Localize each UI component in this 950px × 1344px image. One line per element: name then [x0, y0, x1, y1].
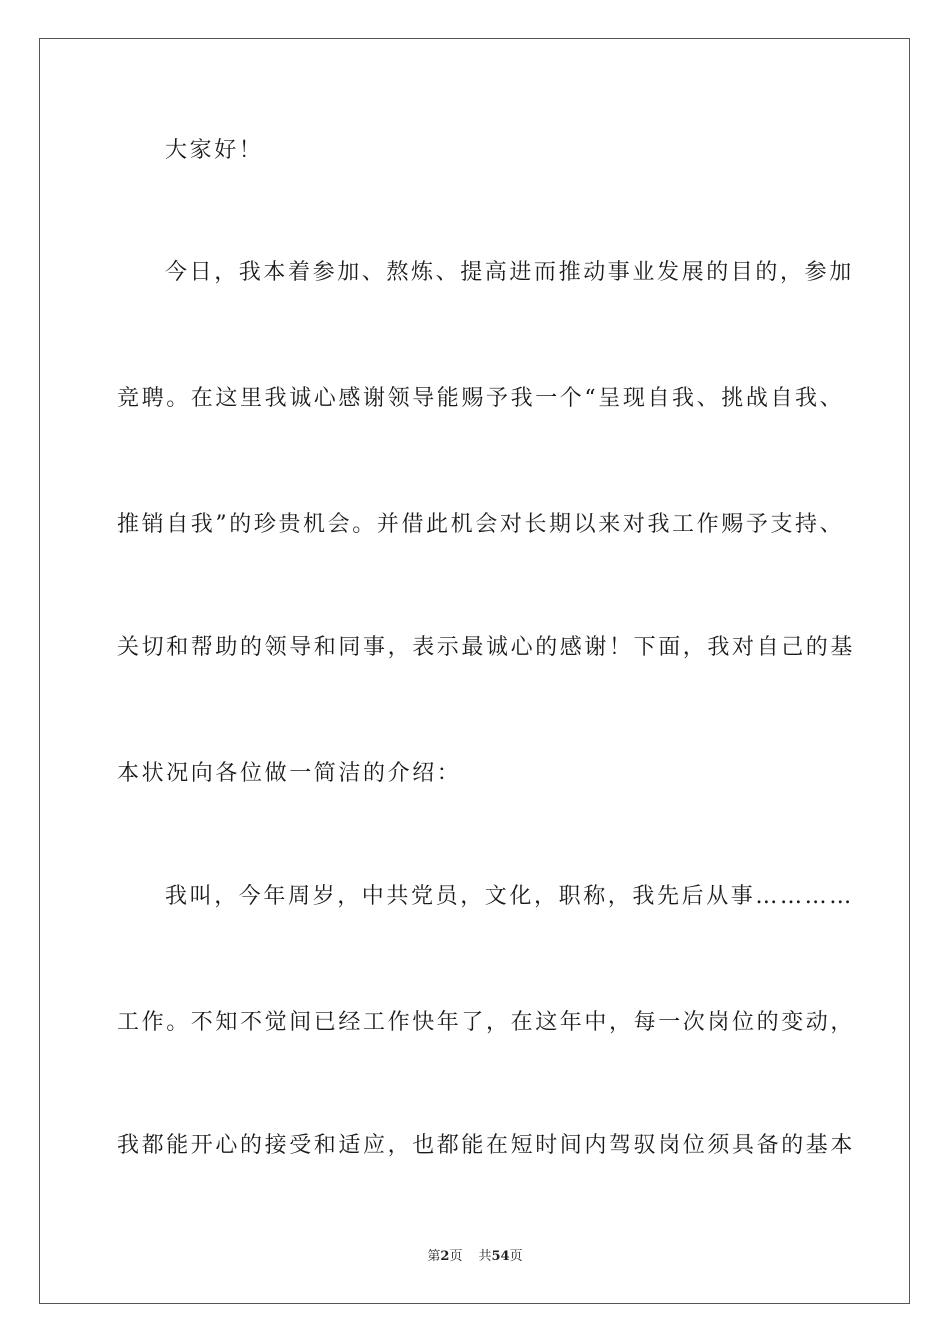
paragraph-line: 工作。不知不觉间已经工作快年了，在这年中，每一次岗位的变动，	[117, 1010, 856, 1035]
paragraph-line: 关切和帮助的领导和同事，表示最诚心的感谢！下面，我对自己的基	[117, 635, 856, 660]
total-pages: 54	[491, 1249, 510, 1264]
page-border	[39, 38, 910, 1304]
page-suffix: 页	[449, 1249, 463, 1264]
paragraph-line: 我叫，今年周岁，中共党员，文化，职称，我先后从事…………	[165, 884, 854, 909]
paragraph-line: 推销自我”的珍贵机会。并借此机会对长期以来对我工作赐予支持、	[117, 512, 845, 537]
paragraph-line: 本状况向各位做一简洁的介绍：	[117, 761, 462, 786]
total-prefix: 共	[478, 1249, 492, 1264]
page-prefix: 第	[427, 1249, 441, 1264]
page-footer	[0, 1248, 950, 1266]
total-suffix: 页	[509, 1249, 523, 1264]
greeting-line: 大家好！	[165, 138, 264, 163]
page-number: 2	[440, 1249, 450, 1264]
paragraph-line: 竞聘。在这里我诚心感谢领导能赐予我一个“呈现自我、挑战自我、	[117, 386, 845, 411]
paragraph-line: 今日，我本着参加、熬炼、提高进而推动事业发展的目的，参加	[165, 260, 854, 285]
paragraph-line: 我都能开心的接受和适应，也都能在短时间内驾驭岗位须具备的基本	[117, 1133, 856, 1158]
